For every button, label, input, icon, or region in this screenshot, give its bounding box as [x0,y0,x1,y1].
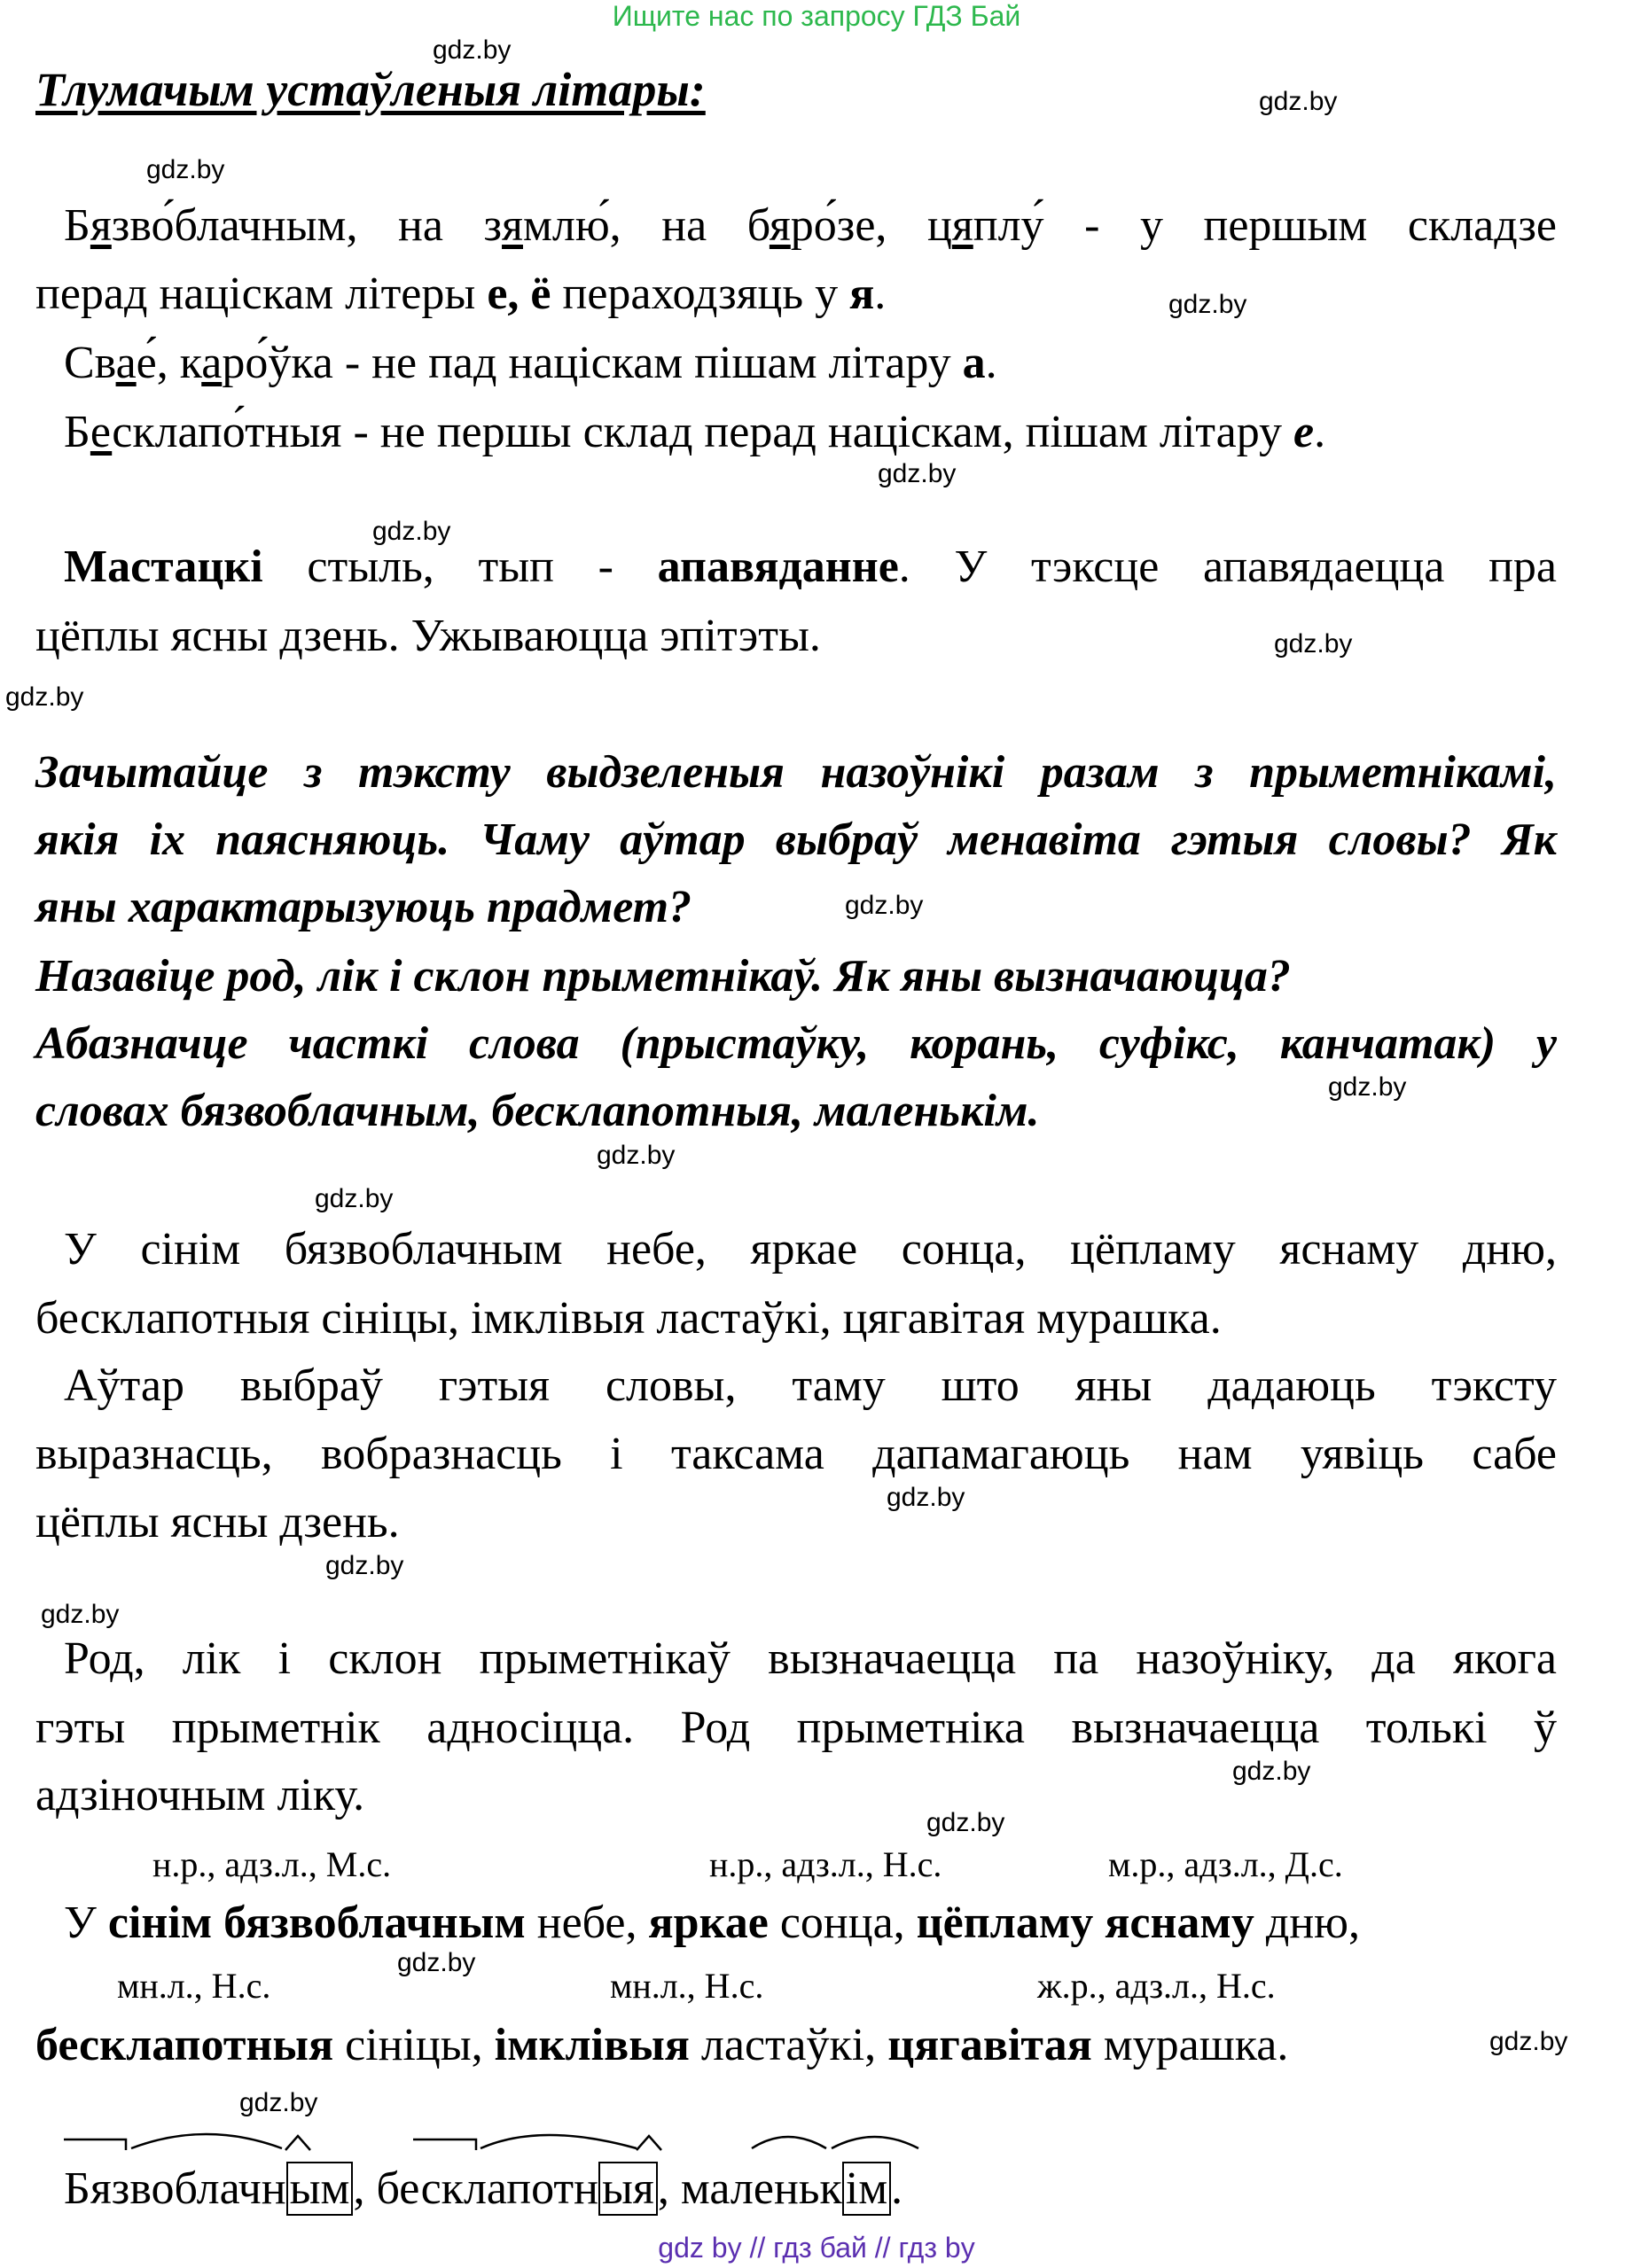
root-arc-1 [131,2134,282,2148]
style-line-1: Мастацкі стыль, тып - апавяданне. У тэксце апавядаецца пра [64,542,1557,592]
watermark: gdz.by [372,517,451,546]
watermark: gdz.by [926,1808,1005,1837]
watermark: gdz.by [845,891,924,920]
task-line-4: Назавіце род, лік і склон прыметнікаў. Як яны вызначаюцца? [35,951,1291,1002]
watermark: gdz.by [1274,629,1353,659]
answer2-line-2: выразнасць, вобразнасць і таксама дапамагаюць нам уявіць сабе [35,1429,1557,1479]
task-line-6: словах бязвоблачным, бесклапотныя, маленькім. [35,1086,1040,1136]
annotation-sinim: н.р., адз.л., М.с. [152,1844,392,1884]
example-sentence-1: У сінім бязвоблачным небе, яркае сонца, цёпламу яснаму дню, [64,1898,1360,1948]
spelling-line-3: Свае́, каро́ўка - не пад націскам пішам літару а. [64,338,997,388]
prefix-mark-2 [413,2139,476,2150]
answer3-line-2: гэты прыметнік адносіцца. Род прыметніка вызначаецца толькі ў [35,1703,1557,1753]
annotation-yarkae: н.р., адз.л., Н.с. [709,1844,942,1884]
spelling-line-4: Бесклапо́тныя - не першы склад перад націскам, пішам літару е. [64,407,1326,457]
ending-box-2: ыя [598,2162,658,2216]
watermark: gdz.by [887,1483,965,1512]
answer2-line-1: Аўтар выбраў гэтыя словы, таму што яны дадаюць тэксту [64,1360,1557,1411]
prefix-mark-1 [64,2139,126,2150]
morpheme-words: Бязвоблачным, бесклапотныя, маленькім. [64,2163,903,2214]
watermark: gdz.by [146,155,225,184]
watermark: gdz.by [1232,1757,1311,1786]
task-line-1: Зачытайце з тэксту выдзеленыя назоўнікі разам з прыметнікамі, [35,747,1557,798]
annotation-cyagavitaya: ж.р., адз.л., Н.с. [1037,1966,1276,2006]
annotation-imklivyya: мн.л., Н.с. [610,1966,764,2006]
watermark: gdz.by [1168,290,1247,319]
watermark: gdz.by [41,1600,120,1629]
footer-links[interactable]: gdz by // гдз бай // гдз by [658,2232,975,2264]
watermark: gdz.by [325,1551,404,1580]
ending-box-1: ым [286,2162,354,2216]
watermark: gdz.by [239,2088,318,2117]
root-arc-3 [752,2137,826,2148]
top-banner[interactable]: Ищите нас по запросу ГДЗ Бай [612,0,1021,32]
style-line-2: цёплы ясны дзень. Ужываюцца эпітэты. [35,611,821,661]
watermark: gdz.by [1328,1072,1407,1102]
watermark: gdz.by [315,1184,394,1213]
answer3-line-1: Род, лік і склон прыметнікаў вызначаецца па назоўніку, да якога [64,1633,1557,1684]
watermark: gdz.by [878,459,957,488]
task-line-2: якія іх паясняюць. Чаму аўтар выбраў менавіта гэтыя словы? Як [35,814,1557,865]
task-line-5: Абазначце часткі слова (прыстаўку, корань, суфікс, канчатак) у [35,1018,1557,1069]
answer1-line-2: бесклапотныя сініцы, імклівыя ластаўкі, цягавітая мурашка. [35,1293,1222,1344]
watermark: gdz.by [397,1948,476,1977]
suffix-mark-3 [832,2137,918,2148]
suffix-mark-1 [285,2136,310,2150]
page-title: Тлумачым устаўленыя літары: [35,63,706,116]
watermark: gdz.by [1259,87,1338,116]
answer2-line-3: цёплы ясны дзень. [35,1497,400,1547]
spelling-line-2: перад націскам літеры е, ё пераходзяць у я. [35,269,887,319]
ending-box-3: ім [842,2162,891,2216]
answer1-line-1: У сінім бязвоблачным небе, яркае сонца, цёпламу яснаму дню, [64,1224,1557,1274]
watermark: gdz.by [433,35,512,65]
watermark: gdz.by [5,682,84,712]
suffix-mark-2 [637,2136,661,2150]
example-sentence-2: бесклапотныя сініцы, імклівыя ластаўкі, цягавітая мурашка. [35,2020,1289,2070]
watermark: gdz.by [597,1141,676,1170]
watermark: gdz.by [1489,2027,1568,2056]
spelling-line-1: Бязво́блачным, на зямлю́, на бяро́зе, цяплу́ - у першым складзе [64,200,1557,251]
root-arc-2 [481,2135,637,2148]
annotation-cyoplamu: м.р., адз.л., Д.с. [1108,1844,1343,1884]
task-line-3: яны характарызуюць прадмет? [35,882,692,932]
answer3-line-3: адзіночным ліку. [35,1770,365,1820]
annotation-besklapotnyya: мн.л., Н.с. [117,1966,271,2006]
